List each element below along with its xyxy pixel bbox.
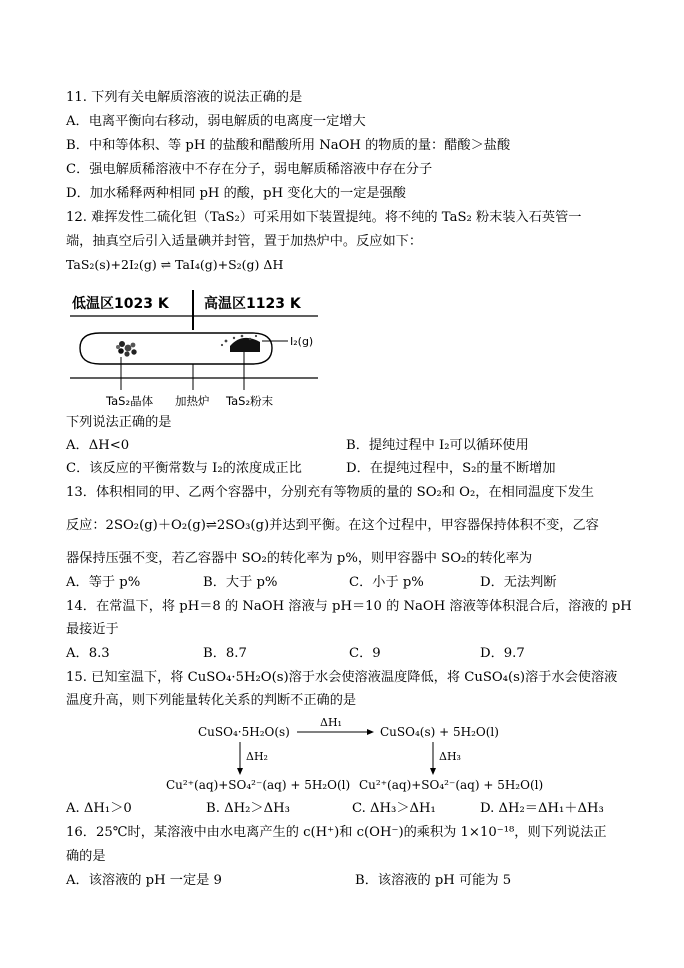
cycle-dh1-label: ΔH₁	[320, 716, 342, 729]
fig-label-low-temp: 低温区1023 K	[72, 296, 169, 312]
q14-stem-line1: 14．在常温下，将 pH＝8 的 NaOH 溶液与 pH＝10 的 NaOH 溶液等体积混合后，溶液的 pH	[66, 599, 632, 614]
q15-stem-line1: 15. 已知室温下，将 CuSO₄·5H₂O(s)溶于水会使溶液温度降低，将 CuSO₄(s)溶于水会使溶液	[66, 670, 618, 685]
cycle-top-right-species: CuSO₄(s) + 5H₂O(l)	[380, 725, 499, 739]
q14-option-c: C．9	[349, 646, 381, 661]
q13-option-c: C．小于 p%	[349, 575, 424, 590]
q11-stem: 11. 下列有关电解质溶液的说法正确的是	[66, 90, 303, 105]
fig-label-crystal: TaS₂晶体	[106, 394, 154, 408]
fig-label-i2: I₂(g)	[290, 335, 314, 348]
fig-label-high-temp: 高温区1123 K	[204, 296, 301, 312]
q16-option-b: B．该溶液的 pH 可能为 5	[355, 873, 512, 888]
q16-stem-line2: 确的是	[66, 849, 106, 864]
fig-label-powder: TaS₂粉末	[226, 394, 274, 408]
q12-stem-line1: 12. 难挥发性二硫化钽（TaS₂）可采用如下装置提纯。将不纯的 TaS₂ 粉末装入石英管一	[66, 210, 582, 225]
q12-equation: TaS₂(s)+2I₂(g) ⇌ TaI₄(g)+S₂(g) ΔH	[66, 257, 284, 272]
cycle-bottom-right-species: Cu²⁺(aq)+SO₄²⁻(aq) + 5H₂O(l)	[359, 778, 544, 792]
q15-option-c: C. ΔH₃＞ΔH₁	[352, 801, 436, 816]
q13-option-a: A．等于 p%	[66, 575, 141, 590]
q12-option-c: C．该反应的平衡常数与 I₂的浓度成正比	[66, 461, 302, 476]
q12-stem-line2: 端，抽真空后引入适量碘并封管，置于加热炉中。反应如下：	[66, 234, 423, 249]
q15-stem-line2: 温度升高，则下列能量转化关系的判断不正确的是	[66, 693, 357, 708]
q14-stem-line2: 最接近于	[66, 622, 119, 637]
q13-option-b: B．大于 p%	[203, 575, 278, 590]
cycle-top-left-species: CuSO₄·5H₂O(s)	[198, 725, 290, 739]
q16-option-a: A．该溶液的 pH 一定是 9	[66, 873, 222, 888]
q16-stem-line1: 16．25℃时，某溶液中由水电离产生的 c(H⁺)和 c(OH⁻)的乘积为 1×10⁻¹⁸，则下列说法正	[66, 825, 607, 840]
q12-option-b: B．提纯过程中 I₂可以循环使用	[346, 438, 529, 453]
q12-option-a: A．ΔH<0	[66, 438, 130, 453]
q15-option-a: A. ΔH₁＞0	[66, 801, 132, 816]
q11-option-c: C．强电解质稀溶液中不存在分子，弱电解质稀溶液中存在分子	[66, 162, 433, 177]
q15-option-d: D. ΔH₂＝ΔH₁＋ΔH₃	[480, 801, 604, 816]
q11-option-a: A．电离平衡向右移动，弱电解质的电离度一定增大	[66, 114, 366, 129]
cycle-dh3-label: ΔH₃	[439, 750, 461, 763]
fig-label-furnace: 加热炉	[175, 394, 210, 408]
cycle-dh2-label: ΔH₂	[246, 750, 268, 763]
q11-option-d: D．加水稀释两种相同 pH 的酸，pH 变化大的一定是强酸	[66, 186, 406, 201]
q14-option-d: D．9.7	[480, 646, 525, 661]
q11-option-b: B．中和等体积、等 pH 的盐酸和醋酸所用 NaOH 的物质的量：醋酸＞盐酸	[66, 138, 511, 153]
q13-stem-line3: 器保持压强不变，若乙容器中 SO₂的转化率为 p%，则甲容器中 SO₂的转化率为	[66, 551, 533, 566]
q12-option-d: D．在提纯过程中，S₂的量不断增加	[346, 461, 556, 476]
q13-stem-line1: 13．体积相同的甲、乙两个容器中，分别充有等物质的量的 SO₂和 O₂，在相同温度下发生	[66, 485, 594, 500]
q15-option-b: B. ΔH₂＞ΔH₃	[206, 801, 290, 816]
cycle-bottom-left-species: Cu²⁺(aq)+SO₄²⁻(aq) + 5H₂O(l)	[166, 778, 351, 792]
q13-stem-line2: 反应：2SO₂(g)＋O₂(g)⇌2SO₃(g)并达到平衡。在这个过程中，甲容器保持体积不变，乙容	[66, 518, 599, 533]
q14-option-b: B．8.7	[203, 646, 247, 661]
q13-option-d: D．无法判断	[480, 575, 557, 590]
q14-option-a: A．8.3	[66, 646, 110, 661]
q12-question: 下列说法正确的是	[66, 415, 172, 430]
